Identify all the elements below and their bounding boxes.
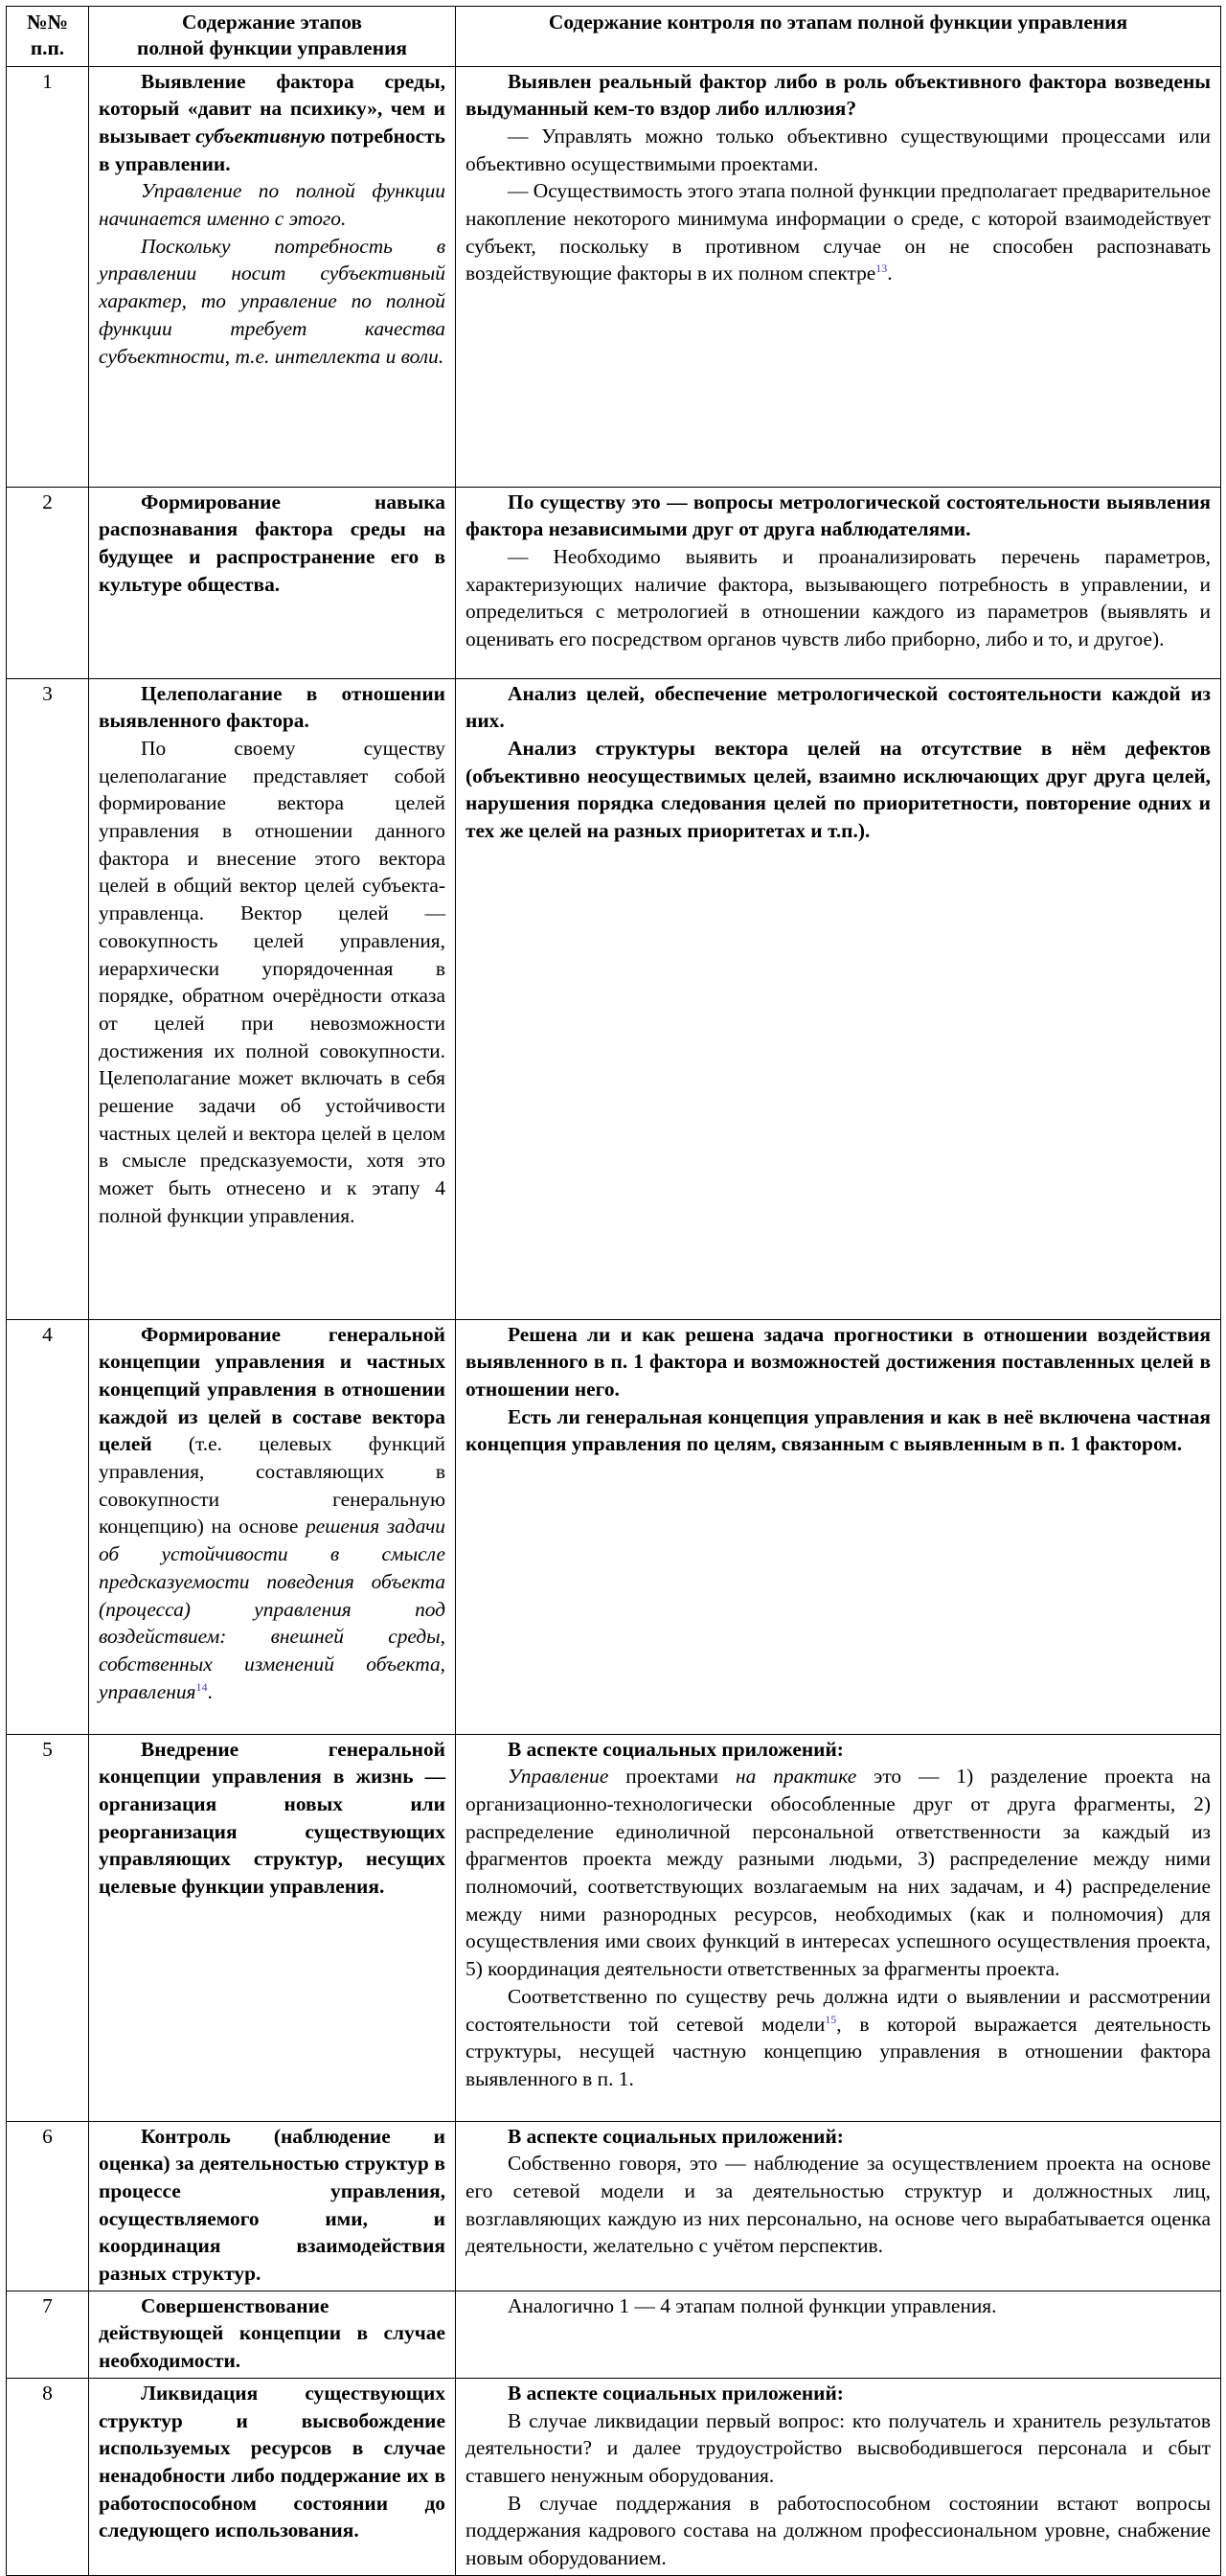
row-number: 6 (7, 2121, 89, 2291)
control-question: По существу это — вопросы метрологической состоятельности выявления фактора независимыми друг от друга наблюдателями. (465, 490, 1211, 541)
table-row (7, 2121, 1221, 2291)
table-header-row (7, 7, 1221, 67)
header-control-text: Содержание контроля по этапам полной функции управления (548, 11, 1128, 34)
table-row (7, 1734, 1221, 2121)
row-number: 7 (7, 2291, 89, 2378)
control-stages-table (6, 6, 1221, 2576)
stage-title-plain: (т.е. целевых функций управления, составляющих в совокупности генеральную концепцию) на основе (99, 1432, 445, 1539)
stage-title-end: . (207, 1679, 213, 1703)
stage-title: Целеполагание в отношении выявленного фактора. (99, 681, 445, 733)
header-control (456, 7, 1221, 67)
control-text: это — 1) разделение проекта на организационно-технологически обособленные друг от друга фрагменты, 2) распределение единоличной персональной ответственности за каждый из фрагментов проекта между разными людьми, 3) распределение между ними полномочий, соответствующих возлагаемым на них задачам, и 4) распределение между ними разнородных ресурсов, необходимых (как и полномочия) для осуществления ими своих функций в интересах успешного осуществления проекта, 5) координация деятельности ответственных за фрагменты проекта. (465, 1765, 1211, 1981)
stage-cell (89, 2291, 456, 2378)
stage-cell (89, 1734, 456, 2121)
control-paragraph: — Необходимо выявить и проанализировать перечень параметров, характеризующих наличие фактора, вызывающего потребность в управлении, и определиться с метрологией в отношении каждого из параметров (выявлять и оценивать его посредством органов чувств либо приборно, либо и то, и другое). (465, 545, 1211, 651)
control-question: Есть ли генеральная концепция управления и как в неё включена частная концепция управления по целям, связанным с выявленным в п. 1 фактором. (465, 1404, 1211, 1456)
stage-title-part: Выявление фактора среды, который «давит на психику», чем и вызывает (99, 69, 445, 148)
stage-cell (89, 66, 456, 487)
stage-title: Совершенствование действующей концепции в случае необходимости. (99, 2293, 445, 2373)
stage-description: По своему существу целеполагание представляет собой формирование вектора целей управления в отношении данного фактора и внесение этого вектора целей в общий вектор целей субъекта-управленца. Вектор целей — совокупность целей управления, иерархически упорядоченная в порядке, обратном очерёдности отказа от целей при невозможности достижения их полной совокупности. Целеполагание может включать в себя решение задачи об устойчивости частных целей и вектора целей в целом в смысле предсказуемости, хотя это может быть отнесено и к этапу 4 полной функции управления. (99, 737, 445, 1227)
header-number-line1: №№ (27, 11, 68, 34)
row-number: 3 (7, 678, 89, 1319)
header-number-line2: п.п. (30, 36, 65, 60)
header-stage-line1: Содержание этапов (182, 11, 362, 34)
control-text-italic: Управление (508, 1765, 609, 1789)
control-paragraph (465, 1983, 1211, 2093)
control-paragraph: Аналогично 1 — 4 этапам полной функции управления. (508, 2293, 997, 2317)
control-text: Соответственно по существу речь должна идти о выявлении и рассмотрении состоятельности той сетевой модели (465, 1984, 1211, 2036)
stage-note: Управление по полной функции начинается именно с этого. (99, 179, 445, 231)
table-row (7, 2291, 1221, 2378)
stage-title-italic: субъективную (195, 125, 326, 148)
stage-cell (89, 2378, 456, 2575)
stage-title (99, 68, 445, 178)
control-question: Выявлен реальный фактор либо в роль объективного фактора возведены выдуманный кем-то вздор либо иллюзия? (465, 69, 1211, 121)
stage-cell (89, 1319, 456, 1734)
stage-title: Внедрение генеральной концепции управления в жизнь — организация новых или реорганизация существующих управляющих структур, несущих целевые функции управления. (99, 1737, 445, 1899)
control-heading: В аспекте социальных приложений: (508, 2381, 844, 2405)
table-row (7, 678, 1221, 1319)
control-text: — Осуществимость этого этапа полной функции предполагает предварительное накопление некоторого минимума информации о среде, с которой взаимодействует субъект, поскольку в противном случае он не способен распознавать воздействующие факторы в их полном спектре (465, 179, 1211, 285)
footnote-ref: 13 (875, 262, 888, 276)
control-question: Решена ли и как решена задача прогностики в отношении воздействия выявленного в п. 1 фактора и возможностей достижения поставленных целей в отношении него. (465, 1322, 1211, 1402)
control-paragraph: В случае ликвидации первый вопрос: кто получатель и хранитель результатов деятельности? и далее трудоустройство высвободившегося персонала и сбыт ставшего ненужным оборудования. (465, 2408, 1211, 2487)
control-paragraph: В случае поддержания в работоспособном состоянии встают вопросы поддержания кадрового состава на должном профессиональном уровне, снабжение новым оборудованием. (465, 2491, 1211, 2569)
table-row (7, 1319, 1221, 1734)
control-cell (456, 2378, 1221, 2575)
control-text: проектами (608, 1765, 737, 1789)
control-heading: В аспекте социальных приложений: (508, 1737, 844, 1761)
control-cell (456, 678, 1221, 1319)
control-text-italic: на практике (736, 1765, 857, 1789)
control-paragraph: — Управлять можно только объективно существующими процессами или объективно осуществимыми проектами. (465, 125, 1211, 175)
control-cell (456, 2121, 1221, 2291)
control-cell (456, 2291, 1221, 2378)
stage-note: Поскольку потребность в управлении носит субъективный характер, то управление по полной функции требует качества субъектности, т.е. интеллекта и воли. (99, 234, 445, 368)
control-cell (456, 1319, 1221, 1734)
header-stage (89, 7, 456, 67)
stage-title: Формирование навыка распознавания фактора среды на будущее и распространение его в культуре общества. (99, 490, 445, 596)
table-row (7, 487, 1221, 678)
control-cell (456, 487, 1221, 678)
stage-title-italic: решения задачи об устойчивости в смысле предсказуемости поведения объекта (процесса) управления под воздействием: внешней среды, собственных изменений объекта, управления (99, 1515, 446, 1703)
footnote-ref: 14 (195, 1679, 208, 1694)
table-row (7, 2378, 1221, 2575)
row-number: 2 (7, 487, 89, 678)
table-row (7, 66, 1221, 487)
control-paragraph (465, 1763, 1211, 1982)
control-paragraph (465, 177, 1211, 287)
header-stage-line2: полной функции управления (137, 36, 407, 60)
row-number: 4 (7, 1319, 89, 1734)
control-text-end: . (887, 262, 893, 285)
control-question: Анализ целей, обеспечение метрологической состоятельности каждой из них. (465, 681, 1211, 733)
control-question: Анализ структуры вектора целей на отсутствие в нём дефектов (объективно неосуществимых целей, взаимно исключающих друг друга целей, нарушения порядка следования целей по приоритетности, повторение одних и тех же целей на разных приоритетах и т.п.). (465, 737, 1211, 843)
row-number: 1 (7, 66, 89, 487)
stage-title (99, 1321, 445, 1705)
control-heading: В аспекте социальных приложений: (508, 2124, 844, 2148)
row-number: 8 (7, 2378, 89, 2575)
stage-cell (89, 678, 456, 1319)
control-cell (456, 66, 1221, 487)
stage-title: Ликвидация существующих структур и высвобождение используемых ресурсов в случае ненадобности либо поддержание их в работоспособном состоянии до следующего использования. (99, 2381, 445, 2542)
footnote-ref: 15 (825, 2012, 837, 2026)
stage-title-part: потребность в управлении. (99, 125, 445, 175)
stage-cell (89, 487, 456, 678)
control-text: , в которой выражается деятельность структуры, несущей частную концепцию управления в отношении фактора выявленного в п. 1. (465, 2012, 1211, 2090)
row-number: 5 (7, 1734, 89, 2121)
header-number (7, 7, 89, 67)
stage-cell (89, 2121, 456, 2291)
stage-title: Контроль (наблюдение и оценка) за деятельностью структур в процессе управления, осуществляемого ими, и координация взаимодействия разных структур. (99, 2124, 445, 2286)
control-paragraph: Собственно говоря, это — наблюдение за осуществлением проекта на основе его сетевой модели и за деятельностью структур и должностных лиц, возглавляющих каждую из них персонально, на основе чего вырабатывается оценка деятельности, желательно с учётом перспектив. (465, 2152, 1211, 2258)
control-cell (456, 1734, 1221, 2121)
stage-title-bold: Формирование генеральной концепции управления и частных концепций управления в отношении каждой из целей в составе вектора целей (99, 1322, 445, 1456)
